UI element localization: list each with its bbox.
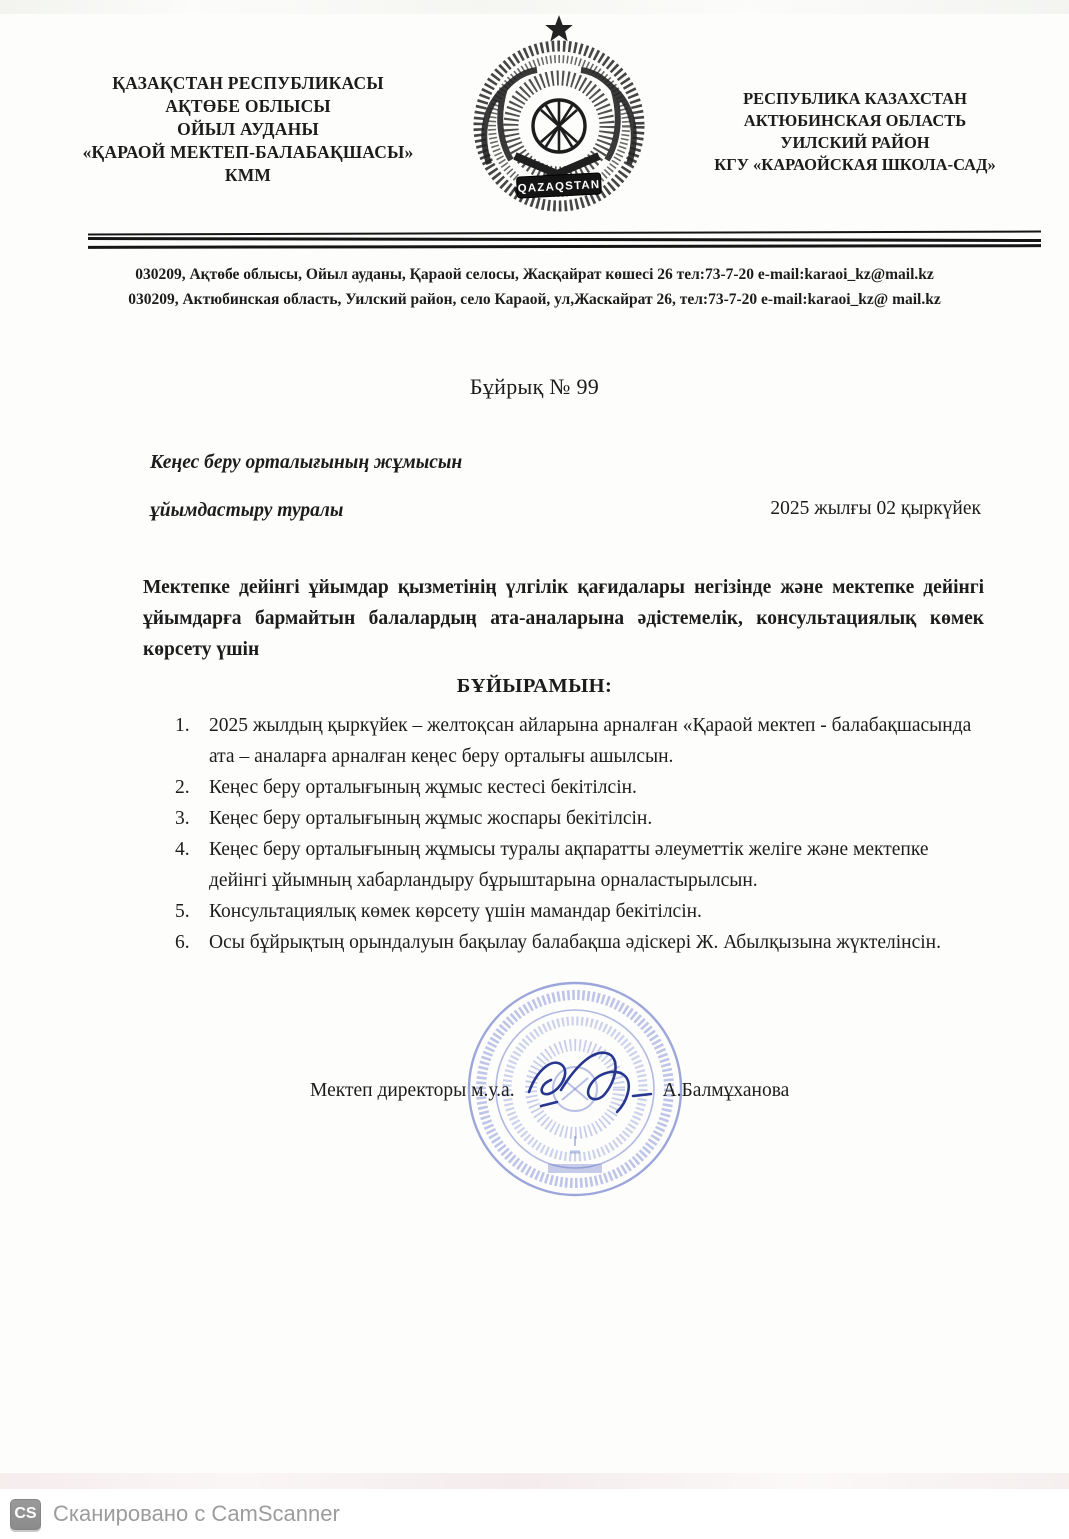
signature-section [0, 976, 1069, 1236]
kazakhstan-coat-of-arms-icon [469, 14, 649, 218]
scan-artifact-top [0, 0, 1069, 14]
org-ru-line: РЕСПУБЛИКА КАЗАХСТАН [743, 89, 967, 108]
order-subject [150, 452, 462, 522]
org-name-kazakh [58, 72, 438, 187]
subject-line-2: ұйымдастыру туралы [150, 500, 344, 521]
list-item [175, 710, 989, 772]
list-item [175, 896, 989, 927]
list-item [175, 803, 989, 834]
letterhead [0, 0, 1069, 218]
item-number: 5. [175, 901, 190, 922]
order-items-list [175, 710, 989, 958]
item-text: Кеңес беру орталығының жұмыс жоспары бекітілсін. [209, 808, 653, 829]
list-item [175, 834, 989, 896]
address-block [0, 262, 1069, 312]
org-kk-line: «ҚАРАОЙ МЕКТЕП-БАЛАБАҚШАСЫ» [82, 142, 414, 162]
subject-and-date-row [150, 452, 981, 522]
subject-line-1: Кеңес беру орталығының жұмысын [150, 452, 463, 473]
handwritten-signature-icon [521, 1040, 661, 1124]
item-text: Консультациялық көмек көрсету үшін мамандар бекітілсін. [209, 901, 702, 922]
org-ru-line: АКТЮБИНСКАЯ ОБЛАСТЬ [743, 111, 967, 130]
org-kk-line: ОЙЫЛ АУДАНЫ [177, 119, 319, 139]
order-date: 2025 жылғы 02 қыркүйек [770, 498, 981, 519]
scan-artifact-bottom [0, 1473, 1069, 1489]
order-preamble: Мектепке дейінгі ұйымдар қызметінің үлгілік қағидалары негізінде және мектепке дейінгі ұйымдарға бармайтын балалардың ата-аналарына әдістемелік, консультациялық көмек көрсету үшін [143, 577, 984, 660]
camscanner-caption: Сканировано с CamScanner [53, 1501, 340, 1526]
camscanner-footer [0, 1489, 1069, 1539]
org-kk-line: АҚТӨБЕ ОБЛЫСЫ [165, 96, 331, 116]
camscanner-logo-icon: CS [10, 1499, 41, 1530]
item-text: 2025 жылдың қыркүйек – желтоқсан айларына арналған «Қараой мектеп - балабақшасында ата – аналарға арналған кеңес беру орталығы ашылсын. [209, 715, 972, 767]
address-line-kazakh: 030209, Ақтөбе облысы, Ойыл ауданы, Қараой селосы, Жасқайрат көшесі 26 тел:73-7-20 e-mail:karaoi_kz@mail.kz [135, 266, 934, 283]
list-item [175, 772, 989, 803]
item-number: 2. [175, 777, 190, 798]
signature-name: А.Балмұханова [662, 1080, 790, 1101]
org-kk-line: ҚАЗАҚСТАН РЕСПУБЛИКАСЫ [112, 73, 384, 93]
list-item [175, 927, 989, 958]
org-kk-line: КММ [224, 165, 272, 185]
org-name-russian [679, 88, 1031, 176]
signature-role: Мектеп директоры м.у.а. [310, 1080, 515, 1101]
resolution-heading: БҰЙЫРАМЫН: [456, 675, 613, 697]
address-line-russian: 030209, Актюбинская область, Уилский район, село Караой, ул,Жаскайрат 26, тел:73-7-20 e-mail:karaoi_kz@ mail.kz [128, 291, 941, 308]
item-number: 4. [175, 839, 190, 860]
emblem-ribbon [516, 173, 601, 198]
item-text: Кеңес беру орталығының жұмысы туралы ақпаратты әлеуметтік желіге және мектепке дейінгі ұйымның хабарландыру бұрыштарына орналастырылсын. [209, 839, 929, 891]
org-ru-line: УИЛСКИЙ РАЙОН [780, 133, 930, 152]
org-ru-line: КГУ «КАРАОЙСКАЯ ШКОЛА-САД» [714, 155, 996, 174]
signature-row [310, 1058, 789, 1124]
order-number: Бұйрық № 99 [469, 374, 600, 399]
item-number: 1. [175, 715, 190, 736]
item-number: 6. [175, 932, 190, 953]
item-text: Кеңес беру орталығының жұмыс кестесі бекітілсін. [209, 777, 637, 798]
item-number: 3. [175, 808, 190, 829]
item-text: Осы бұйрықтың орындалуын бақылау балабақша әдіскері Ж. Абылқызына жүктелінсін. [209, 932, 941, 953]
emblem-ribbon-text: QAZAQSTAN [516, 178, 601, 196]
letterhead-divider [88, 230, 1041, 254]
